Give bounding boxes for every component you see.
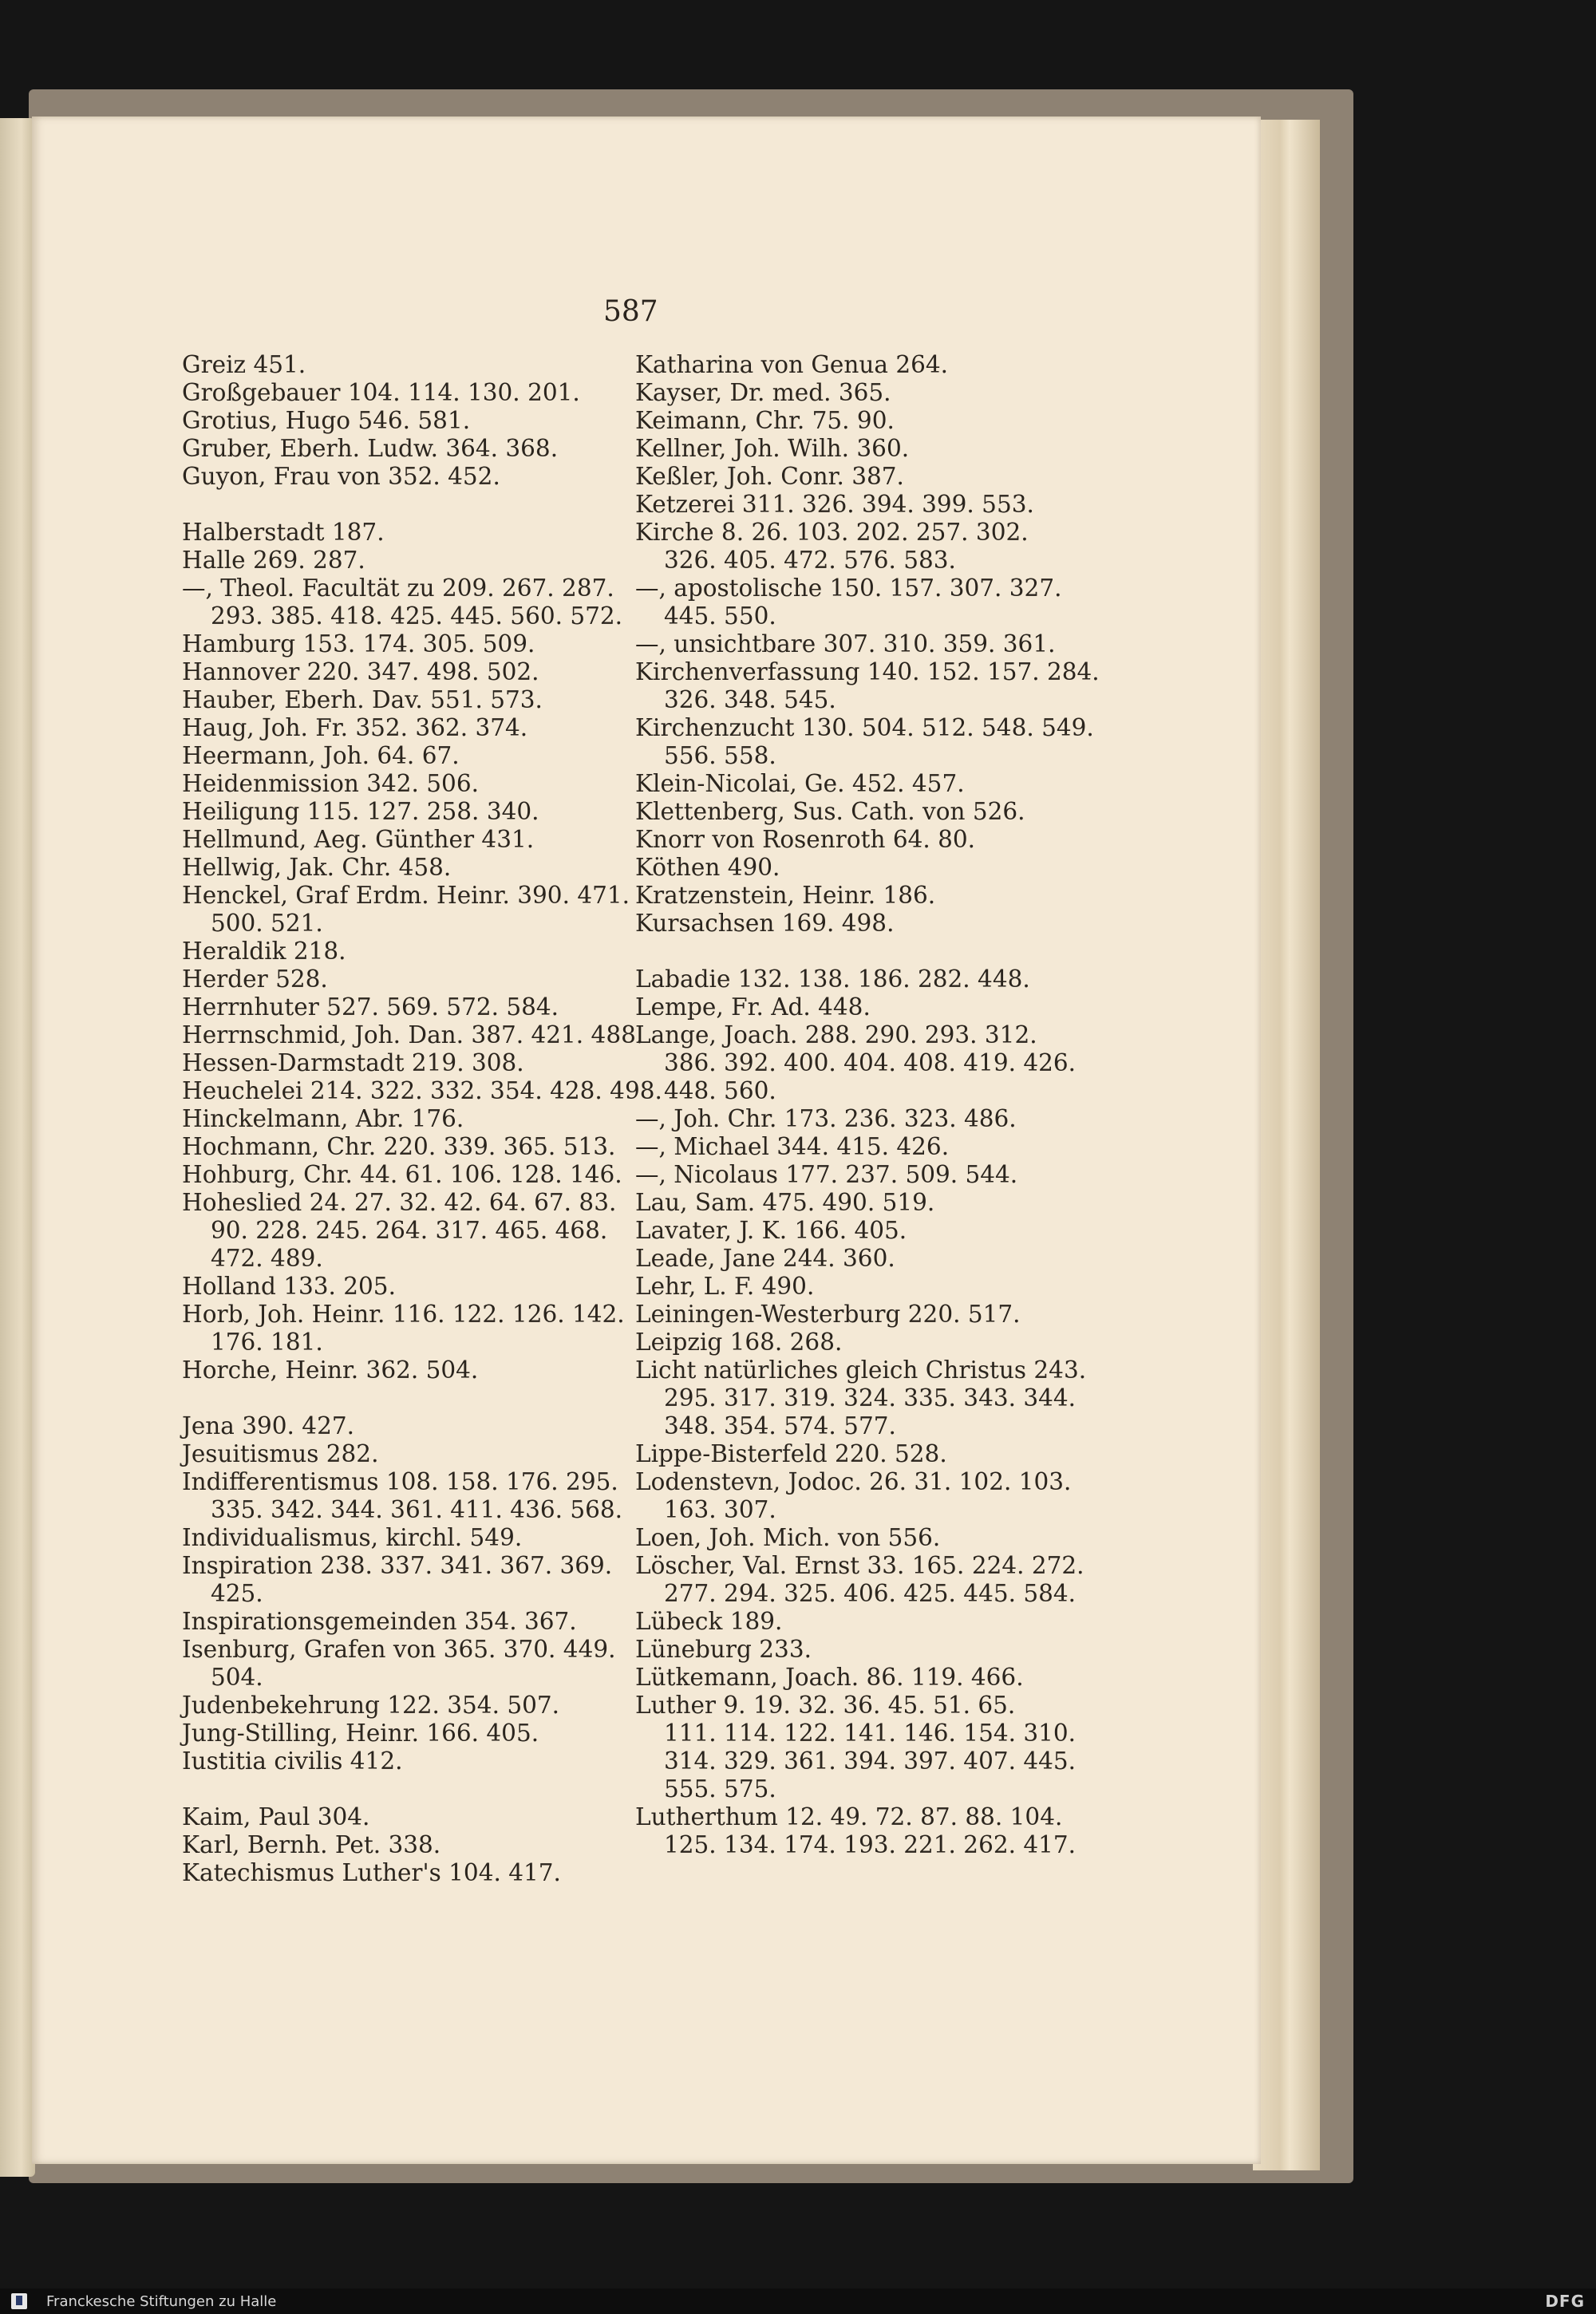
index-entry — [182, 854, 629, 882]
index-entry — [182, 798, 629, 826]
index-entry — [635, 407, 1082, 435]
index-entry — [182, 407, 629, 435]
index-entry — [182, 575, 629, 630]
index-entry-continuation: 111. 114. 122. 141. 146. 154. 310. — [664, 1720, 1077, 1747]
index-entry — [182, 993, 629, 1021]
index-entry-line: Hohburg, Chr. 44. 61. 106. 128. 146. — [182, 1161, 622, 1188]
index-entry-line: Individualismus, kirchl. 549. — [182, 1524, 523, 1551]
index-entry-line: Hamburg 153. 174. 305. 509. — [182, 630, 535, 657]
index-entry — [182, 351, 629, 379]
index-entry-continuation: 448. 560. — [664, 1077, 776, 1104]
index-entry-line: Lange, Joach. 288. 290. 293. 312. — [635, 1021, 1037, 1048]
index-entry-line: Herder 528. — [182, 965, 328, 993]
index-entry-line: Großgebauer 104. 114. 130. 201. — [182, 379, 580, 406]
index-entry — [182, 1692, 629, 1720]
index-entry — [182, 965, 629, 993]
index-entry — [635, 965, 1082, 993]
index-entry-line: Kellner, Joh. Wilh. 360. — [635, 435, 910, 462]
index-entry — [635, 910, 1082, 938]
index-entry — [635, 1803, 1082, 1859]
index-entry — [635, 826, 1082, 854]
index-entry — [182, 686, 629, 714]
index-entry — [182, 1803, 629, 1831]
index-entry-continuation: 472. 489. — [211, 1245, 323, 1272]
index-entry — [182, 1440, 629, 1468]
index-entry-line: Löscher, Val. Ernst 33. 165. 224. 272. — [635, 1552, 1084, 1579]
index-entry — [635, 491, 1082, 519]
index-entry — [635, 1105, 1082, 1133]
index-entry-continuation: 348. 354. 574. 577. — [664, 1412, 896, 1439]
index-entry-line: Keßler, Joh. Conr. 387. — [635, 463, 904, 490]
index-entry-line: Jesuitismus 282. — [182, 1440, 379, 1467]
index-entry-line: Hinckelmann, Abr. 176. — [182, 1105, 464, 1132]
index-entry — [635, 435, 1082, 463]
index-column-left — [182, 351, 662, 1887]
index-entry-line: Leade, Jane 244. 360. — [635, 1245, 895, 1272]
index-entry-line: Kirchenverfassung 140. 152. 157. 284. — [635, 658, 1100, 685]
index-entry-continuation: 293. 385. 418. 425. 445. 560. 572. — [211, 602, 623, 630]
index-entry-line: Inspirationsgemeinden 354. 367. — [182, 1608, 577, 1635]
index-entry-line: Judenbekehrung 122. 354. 507. — [182, 1692, 560, 1719]
index-entry-line: Lübeck 189. — [635, 1608, 783, 1635]
index-entry — [635, 1440, 1082, 1468]
index-entry-line: Lavater, J. K. 166. 405. — [635, 1217, 907, 1244]
index-entry-continuation: 556. 558. — [664, 742, 776, 769]
section-gap — [182, 1384, 629, 1412]
index-entry — [182, 1049, 629, 1077]
index-entry-continuation: 386. 392. 400. 404. 408. 419. 426. — [664, 1049, 1077, 1076]
index-entry-line: Kratzenstein, Heinr. 186. — [635, 882, 936, 909]
index-entry — [182, 547, 629, 575]
index-entry — [635, 1273, 1082, 1301]
index-entry-line: Hochmann, Chr. 220. 339. 365. 513. — [182, 1133, 616, 1160]
index-entry-line: Klettenberg, Sus. Cath. von 526. — [635, 798, 1025, 825]
index-entry-line: Herrnhuter 527. 569. 572. 584. — [182, 993, 559, 1021]
index-entry — [635, 1664, 1082, 1692]
index-entry — [635, 630, 1082, 658]
index-entry-continuation: 326. 405. 472. 576. 583. — [664, 547, 956, 574]
index-entry-line: Kaim, Paul 304. — [182, 1803, 370, 1830]
index-entry — [635, 1329, 1082, 1356]
index-entry — [182, 1412, 629, 1440]
index-entry-line: Heuchelei 214. 322. 332. 354. 428. 498. — [182, 1077, 662, 1104]
index-entry-line: Holland 133. 205. — [182, 1273, 396, 1300]
index-entry-line: Isenburg, Grafen von 365. 370. 449. — [182, 1636, 616, 1663]
index-entry — [182, 463, 629, 491]
index-entry-line: —, Michael 344. 415. 426. — [635, 1133, 950, 1160]
index-entry — [182, 379, 629, 407]
index-entry-line: Halberstadt 187. — [182, 519, 385, 546]
index-entry-line: Hoheslied 24. 27. 32. 42. 64. 67. 83. — [182, 1189, 617, 1216]
index-entry-line: Iustitia civilis 412. — [182, 1747, 403, 1775]
index-entry-line: Greiz 451. — [182, 351, 306, 378]
index-entry-continuation: 163. 307. — [664, 1496, 776, 1523]
index-entry-line: Kursachsen 169. 498. — [635, 910, 895, 937]
index-entry-line: Licht natürliches gleich Christus 243. — [635, 1356, 1087, 1384]
index-entry-line: Labadie 132. 138. 186. 282. 448. — [635, 965, 1030, 993]
index-entry-line: Horb, Joh. Heinr. 116. 122. 126. 142. — [182, 1301, 625, 1328]
index-entry — [182, 1161, 629, 1189]
index-entry-line: Hellmund, Aeg. Günther 431. — [182, 826, 535, 853]
index-entry — [635, 854, 1082, 882]
index-entry — [182, 1524, 629, 1552]
index-entry-line: Heiligung 115. 127. 258. 340. — [182, 798, 539, 825]
index-entry-line: Hannover 220. 347. 498. 502. — [182, 658, 539, 685]
index-entry-line: Lodenstevn, Jodoc. 26. 31. 102. 103. — [635, 1468, 1072, 1495]
index-entry — [635, 770, 1082, 798]
index-column-right — [635, 351, 1100, 1859]
index-entry-continuation: 90. 228. 245. 264. 317. 465. 468. — [211, 1217, 608, 1244]
index-entry — [635, 1301, 1082, 1329]
index-entry-line: Guyon, Frau von 352. 452. — [182, 463, 500, 490]
index-entry — [635, 1133, 1082, 1161]
index-entry-line: Kayser, Dr. med. 365. — [635, 379, 891, 406]
index-entry-line: Inspiration 238. 337. 341. 367. 369. — [182, 1552, 613, 1579]
footer-bar — [0, 2288, 1596, 2314]
index-entry — [182, 1301, 629, 1356]
index-entry — [635, 1021, 1082, 1105]
index-entry-continuation: 314. 329. 361. 394. 397. 407. 445. — [664, 1747, 1077, 1775]
index-entry-line: Loen, Joh. Mich. von 556. — [635, 1524, 941, 1551]
index-entry — [635, 798, 1082, 826]
index-entry — [635, 1468, 1082, 1524]
index-entry-continuation: 445. 550. — [664, 602, 776, 630]
dfg-logo: DFG — [1545, 2292, 1585, 2311]
index-entry — [635, 463, 1082, 491]
index-entry — [635, 1636, 1082, 1664]
index-entry-line: —, Joh. Chr. 173. 236. 323. 486. — [635, 1105, 1017, 1132]
index-entry-line: Kirche 8. 26. 103. 202. 257. 302. — [635, 519, 1029, 546]
index-entry — [635, 575, 1082, 630]
index-entry-line: Lempe, Fr. Ad. 448. — [635, 993, 871, 1021]
index-entry-line: Keimann, Chr. 75. 90. — [635, 407, 895, 434]
index-entry-line: Köthen 490. — [635, 854, 780, 881]
index-entry — [635, 1356, 1087, 1440]
index-entry — [182, 1608, 629, 1636]
index-entry-line: Karl, Bernh. Pet. 338. — [182, 1831, 441, 1858]
index-entry-continuation: 295. 317. 319. 324. 335. 343. 344. — [664, 1384, 1077, 1412]
index-entry-continuation: 125. 134. 174. 193. 221. 262. 417. — [664, 1831, 1077, 1858]
index-entry-line: Lehr, L. F. 490. — [635, 1273, 815, 1300]
index-entry — [635, 1161, 1082, 1189]
index-entry-line: Heermann, Joh. 64. 67. — [182, 742, 460, 769]
index-entry-line: Katharina von Genua 264. — [635, 351, 949, 378]
index-entry-line: Lau, Sam. 475. 490. 519. — [635, 1189, 935, 1216]
page-number: 587 — [603, 295, 658, 328]
index-entry-line: Herrnschmid, Joh. Dan. 387. 421. 488. — [182, 1021, 644, 1048]
section-gap — [635, 938, 1082, 965]
index-entry — [635, 1608, 1082, 1636]
index-entry-line: Lütkemann, Joach. 86. 119. 466. — [635, 1664, 1024, 1691]
index-entry — [182, 1636, 629, 1692]
index-entry-line: Hessen-Darmstadt 219. 308. — [182, 1049, 524, 1076]
index-entry — [182, 1859, 629, 1887]
index-entry-line: —, unsichtbare 307. 310. 359. 361. — [635, 630, 1056, 657]
index-entry — [635, 1524, 1082, 1552]
index-entry — [182, 435, 629, 463]
index-entry-line: Horche, Heinr. 362. 504. — [182, 1356, 479, 1384]
index-entry — [182, 1720, 629, 1747]
index-entry-line: Gruber, Eberh. Ludw. 364. 368. — [182, 435, 559, 462]
index-entry-continuation: 326. 348. 545. — [664, 686, 836, 713]
page-stack-edge — [1253, 120, 1320, 2170]
index-entry-line: Klein-Nicolai, Ge. 452. 457. — [635, 770, 965, 797]
index-entry-continuation: 504. — [211, 1664, 263, 1691]
index-entry — [635, 658, 1100, 714]
index-entry — [635, 1217, 1082, 1245]
index-entry-line: Lippe-Bisterfeld 220. 528. — [635, 1440, 947, 1467]
index-entry-line: —, Nicolaus 177. 237. 509. 544. — [635, 1161, 1018, 1188]
index-entry-line: Jung-Stilling, Heinr. 166. 405. — [182, 1720, 539, 1747]
index-entry-line: Leipzig 168. 268. — [635, 1329, 843, 1356]
left-page-edge — [0, 118, 35, 2177]
section-gap — [182, 491, 629, 519]
institution-name: Franckesche Stiftungen zu Halle — [46, 2293, 277, 2310]
index-entry-line: Leiningen-Westerburg 220. 517. — [635, 1301, 1021, 1328]
index-entry-line: —, Theol. Facultät zu 209. 267. 287. — [182, 575, 614, 602]
institution-logo-icon — [11, 2293, 27, 2309]
index-entry — [635, 714, 1094, 770]
index-entry-line: Luther 9. 19. 32. 36. 45. 51. 65. — [635, 1692, 1016, 1719]
index-entry — [182, 1831, 629, 1859]
index-entry-line: Knorr von Rosenroth 64. 80. — [635, 826, 976, 853]
index-entry-line: Heidenmission 342. 506. — [182, 770, 479, 797]
index-entry-line: Hellwig, Jak. Chr. 458. — [182, 854, 452, 881]
index-entry-line: Lüneburg 233. — [635, 1636, 812, 1663]
index-entry — [182, 1356, 629, 1384]
index-entry-line: Jena 390. 427. — [182, 1412, 354, 1439]
index-entry — [182, 1273, 629, 1301]
index-entry — [635, 1189, 1082, 1217]
index-entry — [182, 1077, 662, 1105]
index-entry-continuation: 277. 294. 325. 406. 425. 445. 584. — [664, 1580, 1077, 1607]
index-entry-line: Heraldik 218. — [182, 938, 346, 965]
index-entry — [635, 519, 1082, 575]
index-entry-line: Grotius, Hugo 546. 581. — [182, 407, 471, 434]
index-entry-line: Indifferentismus 108. 158. 176. 295. — [182, 1468, 618, 1495]
section-gap — [182, 1775, 629, 1803]
index-entry-line: Hauber, Eberh. Dav. 551. 573. — [182, 686, 543, 713]
index-entry — [182, 826, 629, 854]
index-entry — [635, 1245, 1082, 1273]
index-entry — [635, 993, 1082, 1021]
index-entry — [182, 938, 629, 965]
index-entry-line: Ketzerei 311. 326. 394. 399. 553. — [635, 491, 1034, 518]
index-entry — [182, 1021, 644, 1049]
index-entry — [182, 1747, 629, 1775]
index-entry-continuation: 500. 521. — [211, 910, 323, 937]
index-entry-continuation: 555. 575. — [664, 1775, 776, 1803]
index-entry-line: Kirchenzucht 130. 504. 512. 548. 549. — [635, 714, 1094, 741]
index-entry — [182, 1105, 629, 1133]
index-entry — [635, 379, 1082, 407]
index-entry — [635, 1692, 1082, 1803]
index-entry — [635, 882, 1082, 910]
index-entry-line: Henckel, Graf Erdm. Heinr. 390. 471. — [182, 882, 630, 909]
index-entry — [635, 351, 1082, 379]
index-entry — [635, 1552, 1082, 1608]
index-entry — [182, 658, 629, 686]
index-entry — [182, 1133, 629, 1161]
index-entry-line: Katechismus Luther's 104. 417. — [182, 1859, 561, 1886]
index-entry-line: Haug, Joh. Fr. 352. 362. 374. — [182, 714, 528, 741]
index-entry — [182, 519, 629, 547]
index-entry-line: —, apostolische 150. 157. 307. 327. — [635, 575, 1062, 602]
index-entry-continuation: 176. 181. — [211, 1329, 323, 1356]
index-entry-line: Halle 269. 287. — [182, 547, 365, 574]
index-entry — [182, 714, 629, 742]
index-entry — [182, 742, 629, 770]
index-entry-line: Lutherthum 12. 49. 72. 87. 88. 104. — [635, 1803, 1063, 1830]
index-entry — [182, 770, 629, 798]
index-entry-continuation: 335. 342. 344. 361. 411. 436. 568. — [211, 1496, 623, 1523]
index-entry — [182, 630, 629, 658]
index-entry — [182, 1552, 629, 1608]
index-entry — [182, 1189, 629, 1273]
index-entry-continuation: 425. — [211, 1580, 263, 1607]
index-entry — [182, 882, 629, 938]
index-entry — [182, 1468, 629, 1524]
